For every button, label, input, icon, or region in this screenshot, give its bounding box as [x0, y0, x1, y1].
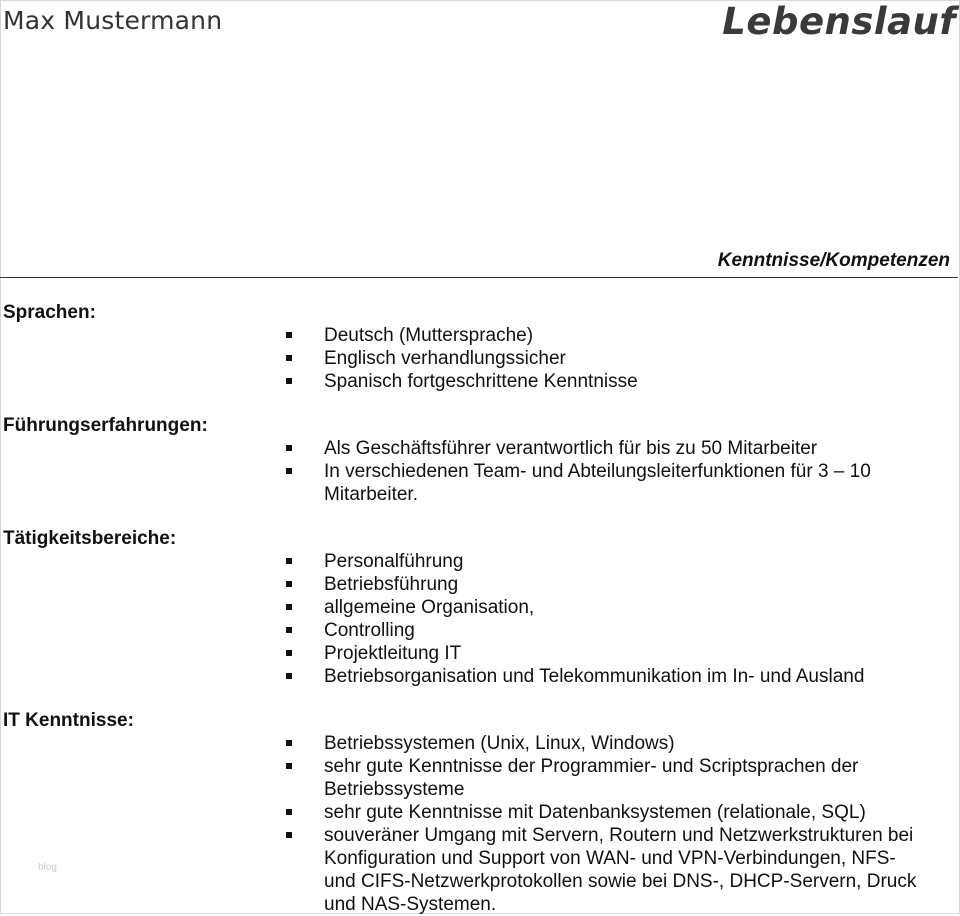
square-bullet-icon: [286, 740, 292, 746]
document-title: Lebenslauf: [722, 0, 956, 43]
applicant-name: Max Mustermann: [3, 6, 223, 35]
section-label: Führungserfahrungen:: [3, 415, 208, 436]
list-item-text: Personalführung: [324, 551, 464, 572]
square-bullet-icon: [286, 650, 292, 656]
section-label: Sprachen:: [3, 302, 96, 323]
square-bullet-icon: [286, 581, 292, 587]
list-item-text: souveräner Umgang mit Servern, Routern und Netzwerkstrukturen bei Konfiguration und Support von WAN- und VPN-Verbindungen, NFS- und CIFS-Netzwerkprotokollen sowie bei DNS-, DHCP-Servern, Druck und NAS-Systemen.: [324, 825, 917, 915]
list-item: [324, 460, 944, 506]
list-item: [324, 324, 944, 347]
square-bullet-icon: [286, 604, 292, 610]
list-item-text: Deutsch (Muttersprache): [324, 325, 534, 346]
list-item-text: sehr gute Kenntnisse mit Datenbanksystemen (relationale, SQL): [324, 802, 866, 823]
square-bullet-icon: [286, 673, 292, 679]
list-item: [324, 755, 924, 801]
list-item: [324, 619, 944, 642]
section-label: Tätigkeitsbereiche:: [3, 528, 177, 549]
list-item: [324, 596, 944, 619]
square-bullet-icon: [286, 378, 292, 384]
watermark: blog: [38, 862, 57, 873]
bullet-list: [324, 437, 944, 506]
list-item-text: Betriebsführung: [324, 574, 459, 595]
square-bullet-icon: [286, 763, 292, 769]
list-item-text: Controlling: [324, 620, 415, 641]
bullet-list: [324, 732, 924, 916]
list-item: [324, 347, 944, 370]
bullet-list: [324, 324, 944, 393]
square-bullet-icon: [286, 332, 292, 338]
list-item: [324, 824, 924, 916]
header-divider: [0, 277, 958, 278]
list-item: [324, 665, 944, 688]
list-item-text: Als Geschäftsführer verantwortlich für bis zu 50 Mitarbeiter: [324, 438, 818, 459]
square-bullet-icon: [286, 355, 292, 361]
list-item-text: Projektleitung IT: [324, 643, 462, 664]
list-item-text: In verschiedenen Team- und Abteilungsleiterfunktionen für 3 – 10 Mitarbeiter.: [324, 461, 871, 505]
list-item: [324, 437, 944, 460]
list-item-text: allgemeine Organisation,: [324, 597, 535, 618]
section-label: IT Kenntnisse:: [3, 710, 134, 731]
list-item-text: Betriebssystemen (Unix, Linux, Windows): [324, 733, 675, 754]
square-bullet-icon: [286, 468, 292, 474]
square-bullet-icon: [286, 627, 292, 633]
square-bullet-icon: [286, 809, 292, 815]
list-item: [324, 732, 924, 755]
square-bullet-icon: [286, 832, 292, 838]
list-item-text: Betriebsorganisation und Telekommunikation im In- und Ausland: [324, 666, 865, 687]
list-item-text: Spanisch fortgeschrittene Kenntnisse: [324, 371, 638, 392]
square-bullet-icon: [286, 445, 292, 451]
list-item: [324, 550, 944, 573]
square-bullet-icon: [286, 558, 292, 564]
section-heading: Kenntnisse/Kompetenzen: [717, 250, 950, 271]
list-item-text: Englisch verhandlungssicher: [324, 348, 566, 369]
list-item: [324, 801, 924, 824]
list-item: [324, 573, 944, 596]
list-item-text: sehr gute Kenntnisse der Programmier- und Scriptsprachen der Betriebssysteme: [324, 756, 859, 800]
list-item: [324, 370, 944, 393]
bullet-list: [324, 550, 944, 688]
list-item: [324, 642, 944, 665]
